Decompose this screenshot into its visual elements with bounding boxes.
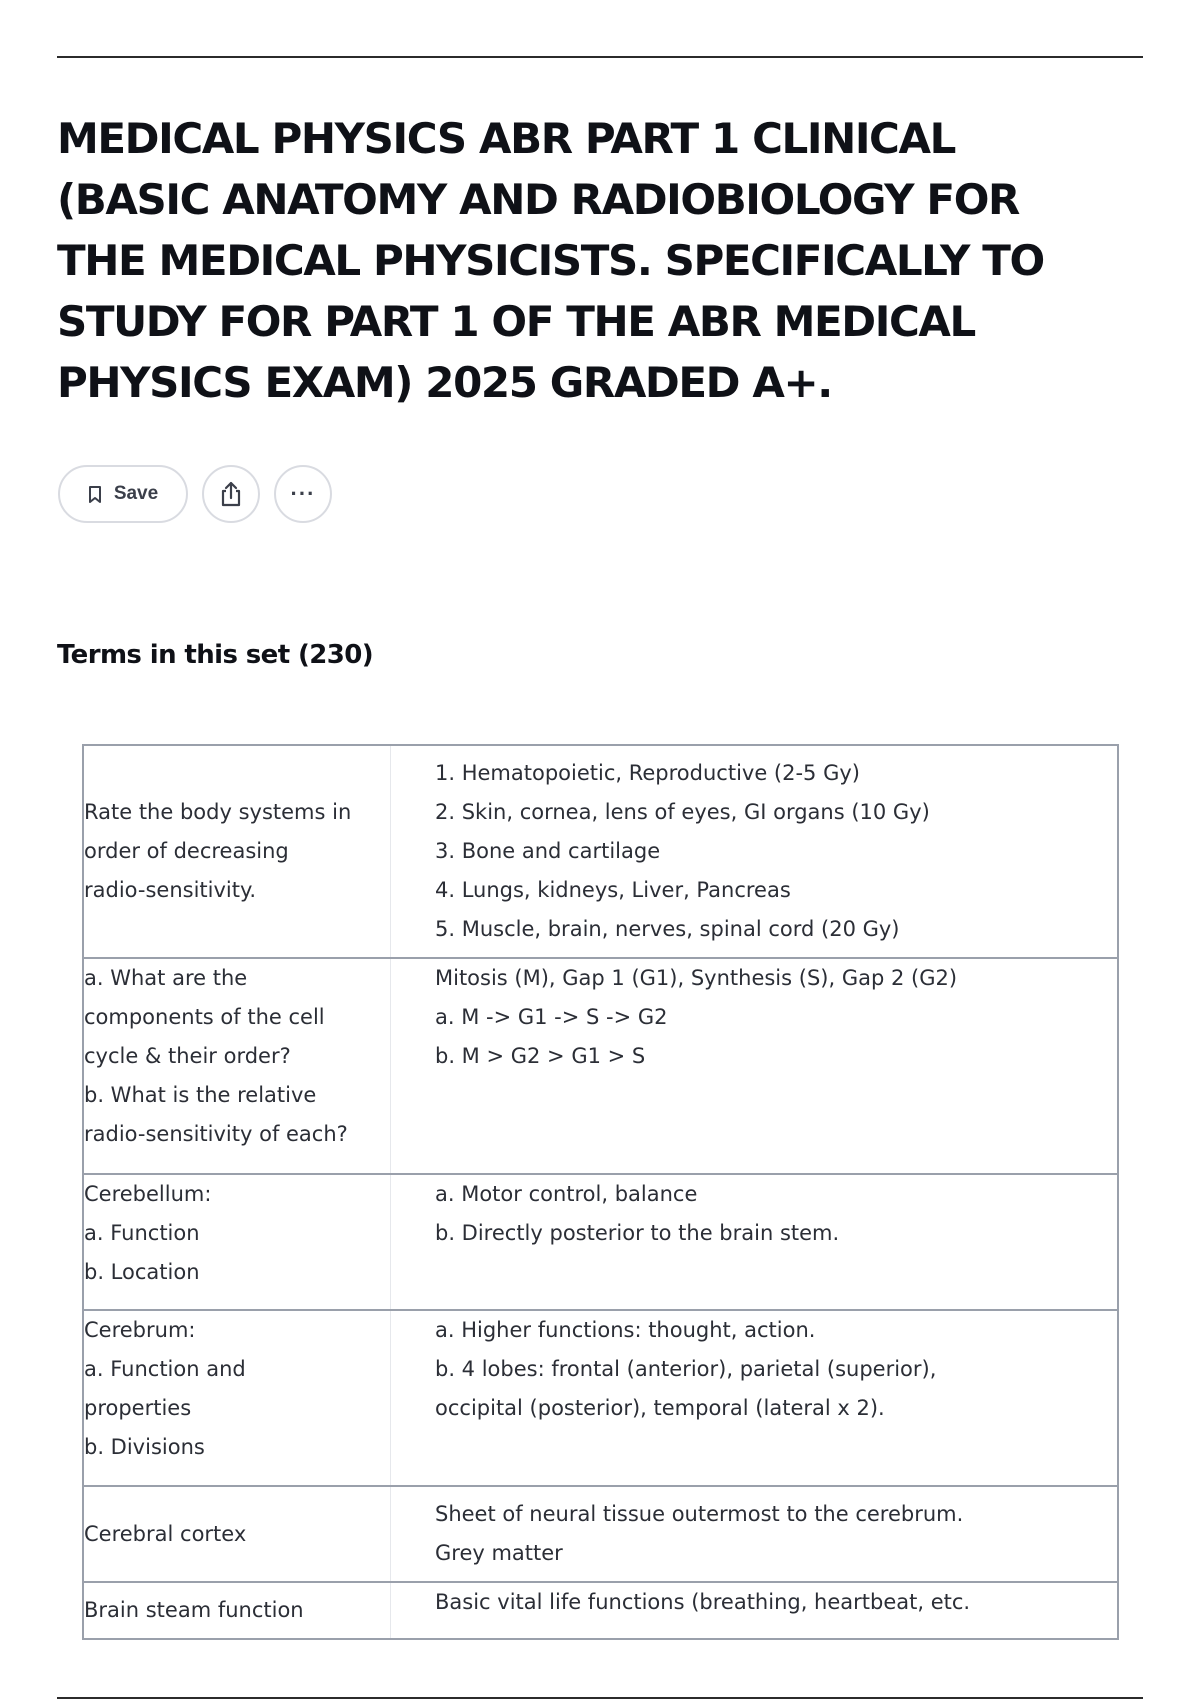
title-line: MEDICAL PHYSICS ABR PART 1 CLINICAL — [57, 114, 955, 163]
term-cell — [83, 1486, 391, 1582]
more-button[interactable] — [274, 465, 332, 523]
term-line: a. What are the — [84, 966, 248, 990]
term-cell — [83, 1310, 391, 1486]
term-line: radio-sensitivity. — [84, 878, 257, 902]
term-line: a. Function — [84, 1221, 200, 1245]
definition-cell — [391, 1582, 1119, 1639]
term-line: Cerebrum: — [84, 1318, 196, 1342]
term-line: components of the cell — [84, 1005, 325, 1029]
definition-line: Mitosis (M), Gap 1 (G1), Synthesis (S), Gap 2 (G2) — [435, 966, 958, 990]
term-line: Cerebellum: — [84, 1182, 212, 1206]
title-line: PHYSICS EXAM) 2025 GRADED A+. — [57, 358, 832, 407]
definition-line: a. M -> G1 -> S -> G2 — [435, 1005, 668, 1029]
action-bar — [58, 465, 332, 523]
terms-table — [82, 744, 1119, 1640]
title-line: THE MEDICAL PHYSICISTS. SPECIFICALLY TO — [57, 236, 1044, 285]
title-line: (BASIC ANATOMY AND RADIOBIOLOGY FOR — [57, 175, 1019, 224]
save-button[interactable] — [58, 465, 188, 523]
page-title — [57, 108, 1147, 413]
term-cell — [83, 745, 391, 958]
definition-line: a. Motor control, balance — [435, 1182, 698, 1206]
table-row — [83, 1174, 1118, 1310]
definition-cell — [391, 1174, 1119, 1310]
term-line: properties — [84, 1396, 192, 1420]
definition-cell — [391, 1486, 1119, 1582]
table-row — [83, 958, 1118, 1174]
term-line: Brain steam function — [84, 1598, 304, 1622]
share-icon — [218, 480, 244, 508]
more-icon: ··· — [290, 481, 316, 506]
definition-line: 4. Lungs, kidneys, Liver, Pancreas — [435, 878, 791, 902]
definition-line: a. Higher functions: thought, action. — [435, 1318, 816, 1342]
term-cell — [83, 1582, 391, 1639]
definition-line: 5. Muscle, brain, nerves, spinal cord (20 Gy) — [435, 917, 900, 941]
terms-heading: Terms in this set (230) — [57, 640, 374, 670]
definition-cell — [391, 1310, 1119, 1486]
save-label: Save — [113, 483, 159, 504]
table-row — [83, 1486, 1118, 1582]
bookmark-icon — [88, 485, 102, 504]
definition-line: b. Directly posterior to the brain stem. — [435, 1221, 840, 1245]
definition-line: 1. Hematopoietic, Reproductive (2-5 Gy) — [435, 761, 860, 785]
table-row — [83, 745, 1118, 958]
term-line: Rate the body systems in — [84, 800, 352, 824]
definition-line: 3. Bone and cartilage — [435, 839, 661, 863]
term-line: a. Function and — [84, 1357, 246, 1381]
term-line: b. Location — [84, 1260, 200, 1284]
top-divider — [57, 56, 1143, 58]
term-line: b. Divisions — [84, 1435, 205, 1459]
term-line: cycle & their order? — [84, 1044, 291, 1068]
table-row — [83, 1310, 1118, 1486]
term-cell — [83, 1174, 391, 1310]
definition-line: Sheet of neural tissue outermost to the cerebrum. — [435, 1502, 964, 1526]
term-cell — [83, 958, 391, 1174]
definition-cell — [391, 958, 1119, 1174]
definition-cell — [391, 745, 1119, 958]
definition-line: 2. Skin, cornea, lens of eyes, GI organs (10 Gy) — [435, 800, 930, 824]
title-line: STUDY FOR PART 1 OF THE ABR MEDICAL — [57, 297, 975, 346]
table-row — [83, 1582, 1118, 1639]
definition-line: Grey matter — [435, 1541, 563, 1565]
share-button[interactable] — [202, 465, 260, 523]
bottom-divider — [57, 1697, 1143, 1699]
term-line: Cerebral cortex — [84, 1521, 247, 1546]
term-line: b. What is the relative — [84, 1083, 317, 1107]
definition-line: b. 4 lobes: frontal (anterior), parietal (superior), — [435, 1357, 937, 1381]
term-line: order of decreasing — [84, 839, 289, 863]
term-line: radio-sensitivity of each? — [84, 1122, 348, 1146]
definition-line: Basic vital life functions (breathing, heartbeat, etc. — [435, 1590, 971, 1614]
definition-line: occipital (posterior), temporal (lateral x 2). — [435, 1396, 885, 1420]
definition-line: b. M > G2 > G1 > S — [435, 1044, 646, 1068]
